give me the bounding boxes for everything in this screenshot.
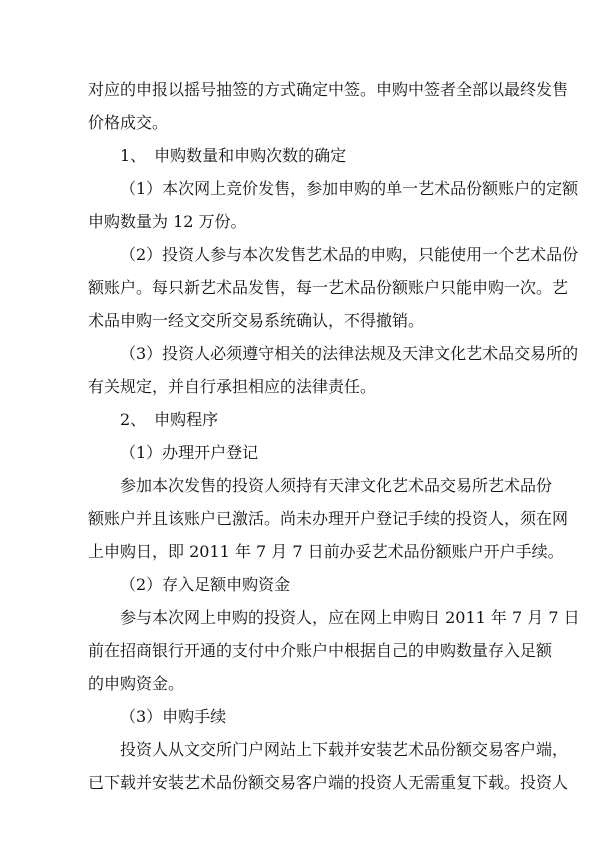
text-line: （1）本次网上竞价发售，参加申购的单一艺术品份额账户的定额 bbox=[120, 179, 579, 198]
text-line: 有关规定，并自行承担相应的法律责任。 bbox=[88, 377, 377, 396]
subsection-heading: （1）办理开户登记 bbox=[120, 443, 259, 462]
subsection-heading: （2）存入足额申购资金 bbox=[120, 575, 291, 594]
text-line: 上申购日，即 2011 年 7 月 7 日前办妥艺术品份额账户开户手续。 bbox=[88, 542, 564, 561]
text-line: 前在招商银行开通的支付中介账户中根据自己的申购数量存入足额 bbox=[88, 641, 553, 660]
section-heading: 2、 申购程序 bbox=[120, 410, 219, 429]
text-line: （3）投资人必须遵守相关的法律法规及天津文化艺术品交易所的 bbox=[120, 344, 579, 363]
text-line: 额账户并且该账户已激活。尚未办理开户登记手续的投资人，须在网 bbox=[88, 509, 569, 528]
text-line: 参与本次网上申购的投资人，应在网上申购日 2011 年 7 月 7 日 bbox=[120, 608, 580, 627]
subsection-heading: （3）申购手续 bbox=[120, 707, 227, 726]
text-line: 申购数量为 12 万份。 bbox=[88, 212, 247, 231]
text-line: （2）投资人参与本次发售艺术品的申购，只能使用一个艺术品份 bbox=[120, 245, 579, 264]
text-line: 对应的申报以摇号抽签的方式确定中签。申购中签者全部以最终发售 bbox=[88, 80, 569, 99]
text-line: 已下载并安装艺术品份额交易客户端的投资人无需重复下载。投资人 bbox=[88, 773, 569, 792]
text-line: 术品申购一经文交所交易系统确认，不得撤销。 bbox=[88, 311, 425, 330]
text-line: 价格成交。 bbox=[88, 113, 169, 132]
section-heading: 1、 申购数量和申购次数的确定 bbox=[120, 146, 347, 165]
text-line: 额账户。每只新艺术品发售，每一艺术品份额账户只能申购一次。艺 bbox=[88, 278, 569, 297]
text-line: 参加本次发售的投资人须持有天津文化艺术品交易所艺术品份 bbox=[120, 476, 553, 495]
text-line: 投资人从文交所门户网站上下载并安装艺术品份额交易客户端， bbox=[120, 740, 569, 759]
text-line: 的申购资金。 bbox=[88, 674, 185, 693]
